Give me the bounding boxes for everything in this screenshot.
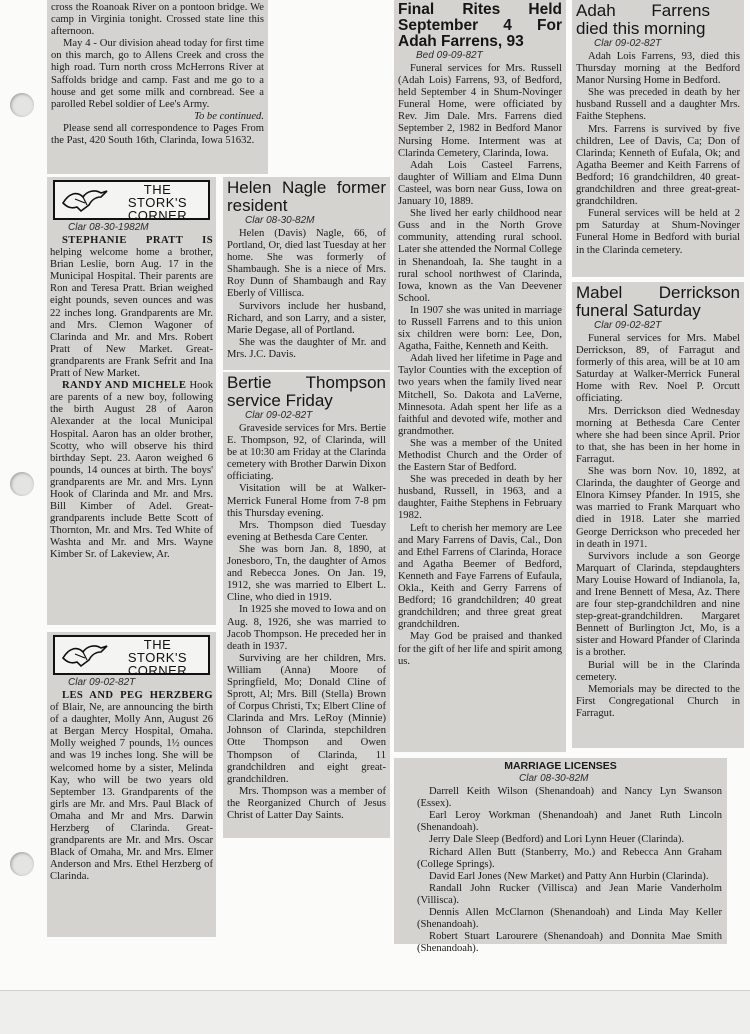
- storks-corner-clipping-2: [47, 632, 216, 937]
- obituary-headline: Helen Nagle former resident: [227, 178, 386, 215]
- handwritten-date: Clar 08-30-1982M: [68, 222, 149, 233]
- obituary-paragraph: Burial will be in the Clarinda cemetery.: [576, 659, 740, 683]
- obituary-paragraph: Mrs. Thompson was a member of the Reorganized Church of Jesus Christ of Latter Day Saints.: [227, 785, 386, 821]
- obituary-paragraph: Survivors include a son George Marquart of Clarinda, stepdaughters Mary Louise Howard of Indianola, Ia, and Irene Bennett of Mesa, Az. There are four step-grandchildren and nine step-great-grandchildren. Margaret Bennett of Burlington Jct, Mo, is a sister and Howard Pfander of Clarinda is a brother.: [576, 550, 740, 659]
- continued-note: To be continued.: [194, 110, 264, 122]
- obituary-paragraph: She lived her early childhood near Guss and in the North Grove community, attending rural school. Later she attended the Normal College in Shenandoah, Ia. She taught in a rural school northwest of Clarinda, Iowa, known as the Van Deevener School.: [398, 208, 562, 304]
- marriage-entry: Earl Leroy Workman (Shenandoah) and Janet Ruth Lincoln (Shenandoah).: [417, 810, 722, 834]
- handwritten-date: Clar 08-30-82M: [519, 773, 589, 785]
- obituary-paragraph: Mrs. Farrens is survived by five children, Lee of Davis, Ca; Don of Clarinda; Kenneth of Eufala, Ok; and Agatha Beemer and Keith Farrens of Bedford; 16 grandchildren, 40 great-grandchildren and three great-great-grandchildren.: [576, 123, 740, 208]
- obituary-paragraph: She was a member of the United Methodist Church and the Order of the Eastern Star of Bedford.: [398, 437, 562, 474]
- logo-text: THE STORK'S CORNER: [127, 182, 188, 223]
- handwritten-date: Clar 09-02-82T: [594, 38, 662, 49]
- obituary-paragraph: She was preceded in death by her husband Russell and a daughter Mrs. Faithe Stephens.: [576, 87, 740, 123]
- obituary-headline: Mabel Derrickson funeral Saturday: [576, 283, 740, 320]
- handwritten-date: Clar 09-02-82T: [594, 320, 662, 331]
- obituary-paragraph: In 1925 she moved to Iowa and on Aug. 8, 1926, she was married to Jacob Thompson. He preceded her in death in 1937.: [227, 604, 386, 652]
- obituary-paragraph: She was born Jan. 8, 1890, at Jonesboro, Tn, the daughter of Amos and Rebecca Jones. On Jan. 19, 1912, she was married to Elbert L. Cline, who died in 1919.: [227, 543, 386, 604]
- marriage-entry: Dennis Allen McClarnon (Shenandoah) and Linda May Keller (Shenandoah).: [417, 907, 722, 931]
- obituary-paragraph: Graveside services for Mrs. Bertie E. Thompson, 92, of Clarinda, will be at 10:30 am Friday at the Clarinda cemetery with Brother Darwin Dixon officiating.: [227, 423, 386, 483]
- obituary-paragraph: Funeral services will be held at 2 pm Saturday at Shum-Novinger Funeral Home in Bedford with burial in the Clarinda cemetery.: [576, 208, 740, 256]
- birth-notice: of Blair, Ne, are announcing the birth of a daughter, Molly Ann, August 26 at Bergan Mercy Hospital, Omaha. Molly weighed 7 pounds, 1½ ounces and was 19 inches long. She will be welcomed home by a sister, Melinda Kay, who will be two years old September 13. Grandparents of the girls are Mr. and Mrs. Paul Black of Omaha and Mr and Mrs. Darwin Herzberg of Clarinda. Great-grandparents are Mr. and Mrs. Oscar Black of Omaha, Mr. and Mrs. Elmer Anderson and Mrs. Ethel Herzberg of Clarinda.: [50, 702, 213, 883]
- birth-name: RANDY AND MICHELE: [62, 380, 187, 392]
- storks-corner-logo: [53, 180, 210, 223]
- obituary-paragraph: May God be praised and thanked for the gift of her life and spirit among us.: [398, 631, 562, 667]
- marriage-entry: Randall John Rucker (Villisca) and Jean Marie Vanderholm (Villisca).: [417, 882, 722, 906]
- obituary-paragraph: In 1907 she was united in marriage to Russell Farrens and to this union six children were born: Lee, Don, Agatha, Faithe, Kenneth and Keith.: [398, 304, 562, 353]
- scanner-edge: [0, 990, 750, 1034]
- obituary-paragraph: Left to cherish her memory are Lee and Mary Farrens of Davis, Cal., Don and Ethel Farrens of Clarinda, Horace and Agatha Beemer of Bedford, Kenneth and Faye Farrens of Eufaula, Okla., Keith and Gerry Farrens of Bedford; 16 grandchildren; 40 great grandchildren; and three great great grandchildren.: [398, 522, 562, 631]
- stork-icon: [61, 185, 109, 215]
- obituary-paragraph: Funeral services for Mrs. Mabel Derrickson, 89, of Farragut and formerly of this area, will be at 10 am Saturday at Walker-Merrick Funeral Home with Rev. Noel P. Orcutt officiating.: [576, 333, 740, 405]
- correspondence-note: Please send all correspondence to Pages From the Past, 420 South 16th, Clarinda, Iowa 51632.: [51, 122, 264, 147]
- obituary-paragraph: Memorials may be directed to the First Congregational Church in Farragut.: [576, 683, 740, 719]
- storks-corner-logo: [53, 635, 210, 678]
- obituary-paragraph: Adah Lois Farrens, 93, died this Thursday morning at the Bedford Manor Nursing Home in Bedford.: [576, 51, 740, 87]
- marriage-entry: Richard Allen Butt (Stanberry, Mo.) and Rebecca Ann Graham (College Springs).: [417, 846, 722, 870]
- obituary-paragraph: She was born Nov. 10, 1892, at Clarinda, the daughter of George and Elnora Kimsey Pfander. In 1915, she was married to Frank Marquart who died in 1918. Later she married George Derrickson who preceded her in death in 1971.: [576, 466, 740, 550]
- obituary-paragraph: Funeral services for Mrs. Russell (Adah Lois) Farrens, 93, of Bedford, held September 4 in Shum-Novinger Funeral Home, were officiated by Rev. Jim Dale. Mrs. Farrens died September 2, 1982 in Bedford Manor Nursing Home. Interment was at Clarinda Cemetery, Clarinda, Iowa.: [398, 63, 562, 159]
- birth-name: LES AND PEG HERZBERG: [62, 690, 213, 701]
- marriage-entry: Robert Stuart Larourere (Shenandoah) and Donnita Mae Smith (Shenandoah).: [417, 931, 722, 955]
- marriage-entry: David Earl Jones (New Market) and Patty Ann Hurbin (Clarinda).: [429, 870, 709, 882]
- marriage-entry: Jerry Dale Sleep (Bedford) and Lori Lynn Heuer (Clarinda).: [429, 834, 685, 846]
- thompson-obituary-clipping: [223, 372, 390, 838]
- handwritten-date: Clar 09-02-82T: [245, 410, 313, 421]
- binder-hole-middle: [10, 472, 34, 496]
- derrickson-obituary-clipping: [572, 282, 744, 748]
- marriage-licenses-clipping: [394, 758, 727, 955]
- section-headline: MARRIAGE LICENSES: [504, 760, 617, 772]
- storks-corner-clipping-1: [47, 177, 216, 625]
- obituary-paragraph: Survivors include her husband, Richard, and son Larry, and a sister, Marie Degase, all of Portland.: [227, 300, 386, 336]
- farrens-death-notice-clipping: [572, 0, 744, 277]
- binder-hole-top: [10, 93, 34, 117]
- obituary-paragraph: She was the daughter of Mr. and Mrs. J.C. Davis.: [227, 336, 386, 360]
- obituary-headline: Bertie Thompson service Friday: [227, 373, 386, 410]
- obituary-paragraph: Surviving are her children, Mrs. William (Anna) Moore of Springfield, Mo; Donald Cline of Sprott, Al; Mrs. Bill (Stella) Brown of Corpus Christi, Tx; Elbert Cline of Clarinda and Mrs. LeRoy (Minnie) Johnson of Clarinda, stepchildren Otte Thompson and Owen Thompson of Clarinda, 11 grandchildren and eight great-grandchildren.: [227, 652, 386, 785]
- obituary-headline: Adah Farrens died this morning: [576, 1, 710, 38]
- birth-name: STEPHANIE PRATT IS: [62, 235, 213, 246]
- obituary-paragraph: She was preceded in death by her husband, Russell, in 1963, and a daughter, Faithe Stephens in February 1982.: [398, 474, 562, 522]
- birth-notice: Hook are parents of a new boy, following the birth August 28 of Aaron Alexander at the local Municipal Hospital. Aaron has an older brother, Scotty, who will observe his third birthday Sept. 23. Aaron weighed 6 pounds, 14 ounces at birth. The boys' grandparents are Mr. and Mrs. Lynn Hook of Clarinda and Mr. and Mrs. Bill Kimber of Adel. Great-grandparents include Bette Scott of Thornton, Mr. and Mrs. Ted White of Washta and Mr. and Mrs. Wayne Kimber Sr. of Lakeview, Ar.: [50, 380, 213, 561]
- obituary-paragraph: Adah Lois Casteel Farrens, daughter of William and Elma Dunn Casteel, was born near Guss, Iowa on January 10, 1889.: [398, 159, 562, 208]
- story-text: cross the Roanoak River on a pontoon bridge. We camp in Virginia tonight. Crossed state line this afternoon.: [51, 2, 264, 38]
- farrens-final-rites-clipping: [394, 0, 566, 752]
- story-clipping: [47, 0, 268, 174]
- logo-text: THE STORK'S CORNER: [127, 637, 188, 678]
- nagle-obituary-clipping: [223, 177, 390, 370]
- obituary-paragraph: Visitation will be at Walker-Merrick Funeral Home from 7-8 pm this Thursday evening.: [227, 483, 386, 519]
- handwritten-date: Clar 09-02-82T: [68, 677, 136, 688]
- handwritten-date: Clar 08-30-82M: [245, 215, 315, 226]
- binder-hole-bottom: [10, 852, 34, 876]
- birth-notice: helping welcome home a brother, Brian Leslie, born Aug. 17 in the Municipal Hospital. Their parents are Ron and Teresa Pratt. Brian weighed eight pounds, seven ounces and was 22 inches long. Grandparents are Mr. and Mrs. Clemon Wagoner of Clarinda and Mr. and Mrs. Robert Pratt of New Market. Great-grandparents are Frank Sefrit and Ina Pratt of New Market.: [50, 247, 213, 380]
- stork-icon: [61, 640, 109, 670]
- obituary-headline: Final Rites Held September 4 For Adah Farrens, 93: [398, 1, 562, 50]
- marriage-entry: Darrell Keith Wilson (Shenandoah) and Nancy Lyn Swanson (Essex).: [417, 786, 722, 810]
- obituary-paragraph: Mrs. Derrickson died Wednesday morning at Bethesda Care Center where she had been since April. Prior to that, she has been in her home in Farragut.: [576, 405, 740, 465]
- obituary-paragraph: Helen (Davis) Nagle, 66, of Portland, Or, died last Tuesday at her home. She was formerly of Shambaugh. She is a niece of Mrs. Roy Dunn of Shambaugh and Ray Eberly of Villisca.: [227, 228, 386, 300]
- obituary-paragraph: Adah lived her lifetime in Page and Taylor Counties with the exception of two years when the family lived near Mitchell, So. Dakota and LaVerne, Minnesota. Adah spent her life as a faithful and devoted wife, mother and grandmother.: [398, 353, 562, 437]
- handwritten-date: Bed 09-09-82T: [416, 50, 483, 61]
- obituary-paragraph: Mrs. Thompson died Tuesday evening at Bethesda Care Center.: [227, 519, 386, 543]
- story-may4: May 4 - Our division ahead today for first time on this march, go to Allens Creek and cross the high road. Turn north cross McHerrons River at Saffolds bridge and camp. Fast and me go to a house and get some milk and cornbread. See a parolled Rebel soldier of Lee's Army.: [51, 38, 264, 110]
